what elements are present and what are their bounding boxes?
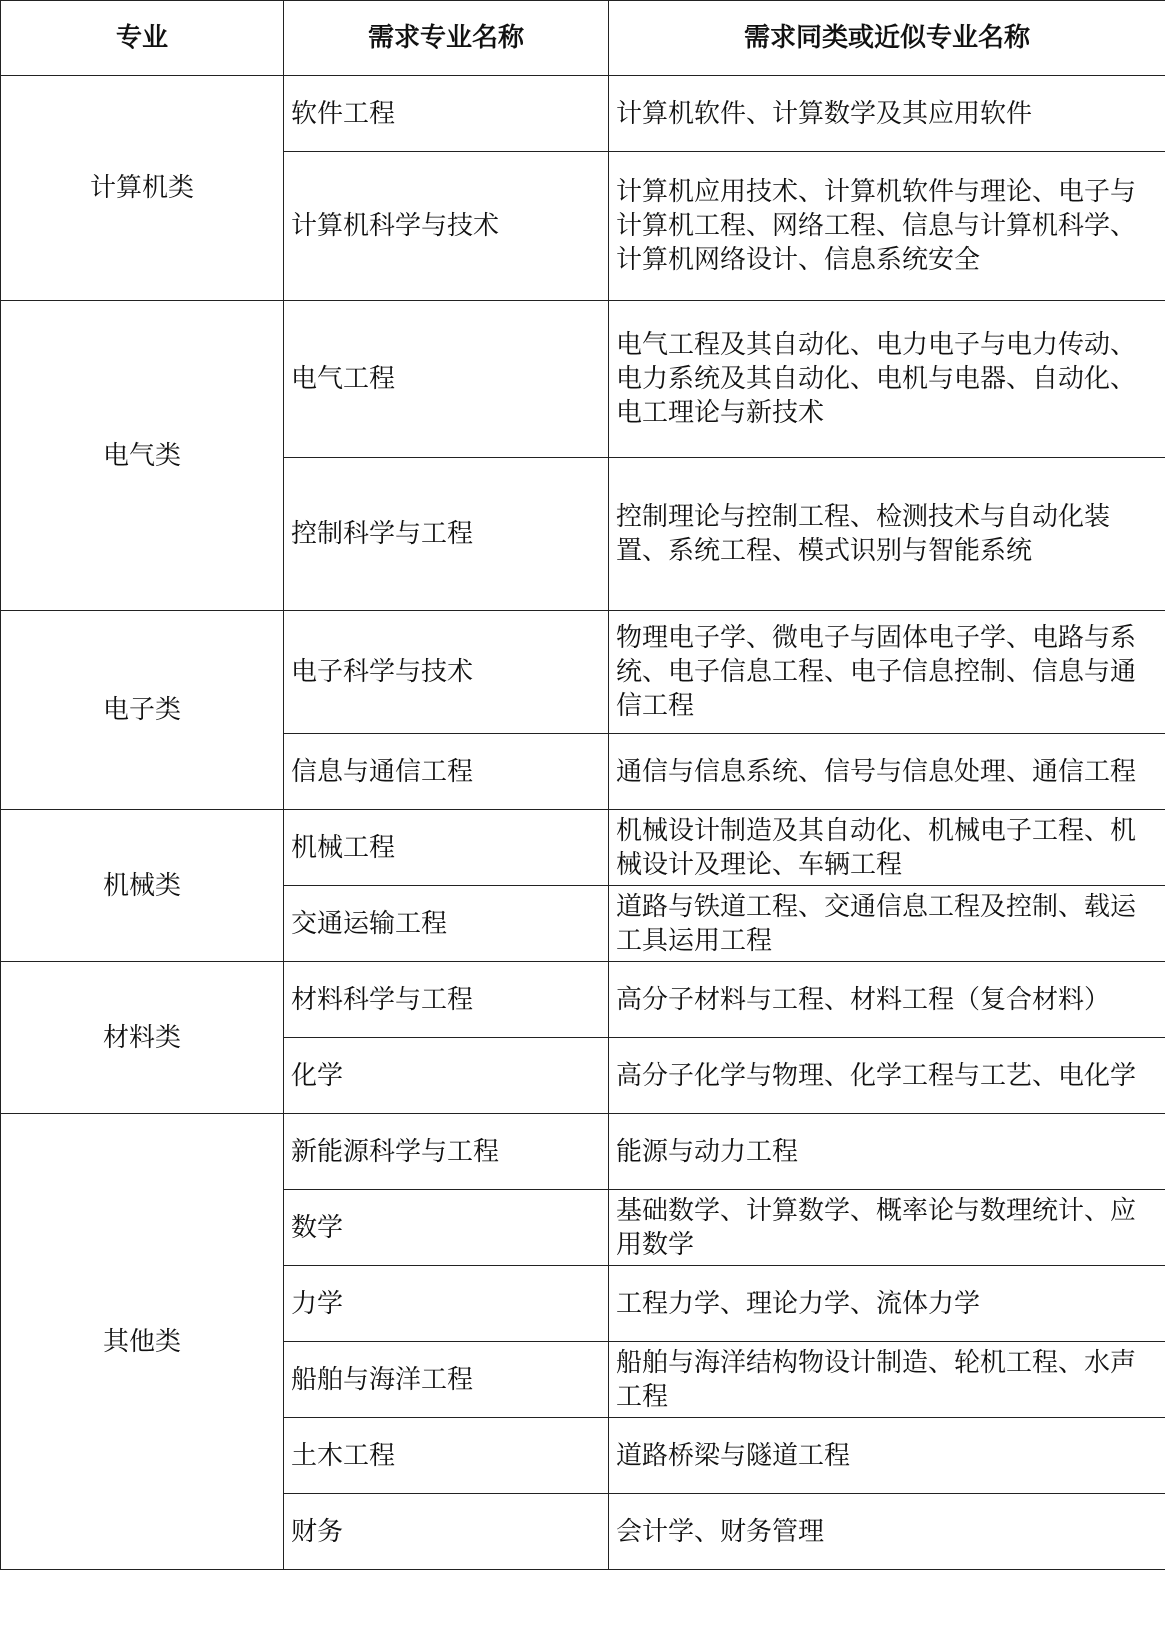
category-cell: 电气类 xyxy=(1,301,284,611)
similar-majors-cell: 道路桥梁与隧道工程 xyxy=(609,1418,1165,1494)
table-row xyxy=(1,611,1165,734)
table-row xyxy=(1,1114,1165,1190)
similar-majors-cell: 计算机软件、计算数学及其应用软件 xyxy=(609,76,1165,152)
category-cell: 计算机类 xyxy=(1,76,284,301)
table-row xyxy=(1,76,1165,152)
similar-majors-cell: 机械设计制造及其自动化、机械电子工程、机械设计及理论、车辆工程 xyxy=(609,810,1165,886)
category-cell: 其他类 xyxy=(1,1114,284,1570)
major-name-cell: 材料科学与工程 xyxy=(284,962,609,1038)
major-name-cell: 新能源科学与工程 xyxy=(284,1114,609,1190)
similar-majors-cell: 电气工程及其自动化、电力电子与电力传动、电力系统及其自动化、电机与电器、自动化、电工理论与新技术 xyxy=(609,301,1165,458)
similar-majors-cell: 基础数学、计算数学、概率论与数理统计、应用数学 xyxy=(609,1190,1165,1266)
header-row xyxy=(1,1,1165,76)
major-name-cell: 财务 xyxy=(284,1494,609,1570)
major-name-cell: 计算机科学与技术 xyxy=(284,152,609,301)
major-name-cell: 土木工程 xyxy=(284,1418,609,1494)
category-cell: 机械类 xyxy=(1,810,284,962)
similar-majors-cell: 物理电子学、微电子与固体电子学、电路与系统、电子信息工程、电子信息控制、信息与通信工程 xyxy=(609,611,1165,734)
similar-majors-cell: 道路与铁道工程、交通信息工程及控制、载运工具运用工程 xyxy=(609,886,1165,962)
table-row xyxy=(1,301,1165,458)
major-name-cell: 交通运输工程 xyxy=(284,886,609,962)
major-name-cell: 软件工程 xyxy=(284,76,609,152)
similar-majors-cell: 通信与信息系统、信号与信息处理、通信工程 xyxy=(609,734,1165,810)
header-category: 专业 xyxy=(1,1,284,76)
major-name-cell: 控制科学与工程 xyxy=(284,458,609,611)
header-major-name: 需求专业名称 xyxy=(284,1,609,76)
similar-majors-cell: 控制理论与控制工程、检测技术与自动化装置、系统工程、模式识别与智能系统 xyxy=(609,458,1165,611)
major-name-cell: 化学 xyxy=(284,1038,609,1114)
major-name-cell: 电气工程 xyxy=(284,301,609,458)
table-row xyxy=(1,962,1165,1038)
major-name-cell: 机械工程 xyxy=(284,810,609,886)
major-name-cell: 数学 xyxy=(284,1190,609,1266)
similar-majors-cell: 计算机应用技术、计算机软件与理论、电子与计算机工程、网络工程、信息与计算机科学、计算机网络设计、信息系统安全 xyxy=(609,152,1165,301)
similar-majors-cell: 高分子化学与物理、化学工程与工艺、电化学 xyxy=(609,1038,1165,1114)
major-name-cell: 船舶与海洋工程 xyxy=(284,1342,609,1418)
table-row xyxy=(1,810,1165,886)
category-cell: 材料类 xyxy=(1,962,284,1114)
similar-majors-cell: 高分子材料与工程、材料工程（复合材料） xyxy=(609,962,1165,1038)
header-similar-majors: 需求同类或近似专业名称 xyxy=(609,1,1165,76)
similar-majors-cell: 工程力学、理论力学、流体力学 xyxy=(609,1266,1165,1342)
similar-majors-cell: 船舶与海洋结构物设计制造、轮机工程、水声工程 xyxy=(609,1342,1165,1418)
major-name-cell: 力学 xyxy=(284,1266,609,1342)
category-cell: 电子类 xyxy=(1,611,284,810)
similar-majors-cell: 能源与动力工程 xyxy=(609,1114,1165,1190)
major-name-cell: 信息与通信工程 xyxy=(284,734,609,810)
similar-majors-cell: 会计学、财务管理 xyxy=(609,1494,1165,1570)
major-name-cell: 电子科学与技术 xyxy=(284,611,609,734)
